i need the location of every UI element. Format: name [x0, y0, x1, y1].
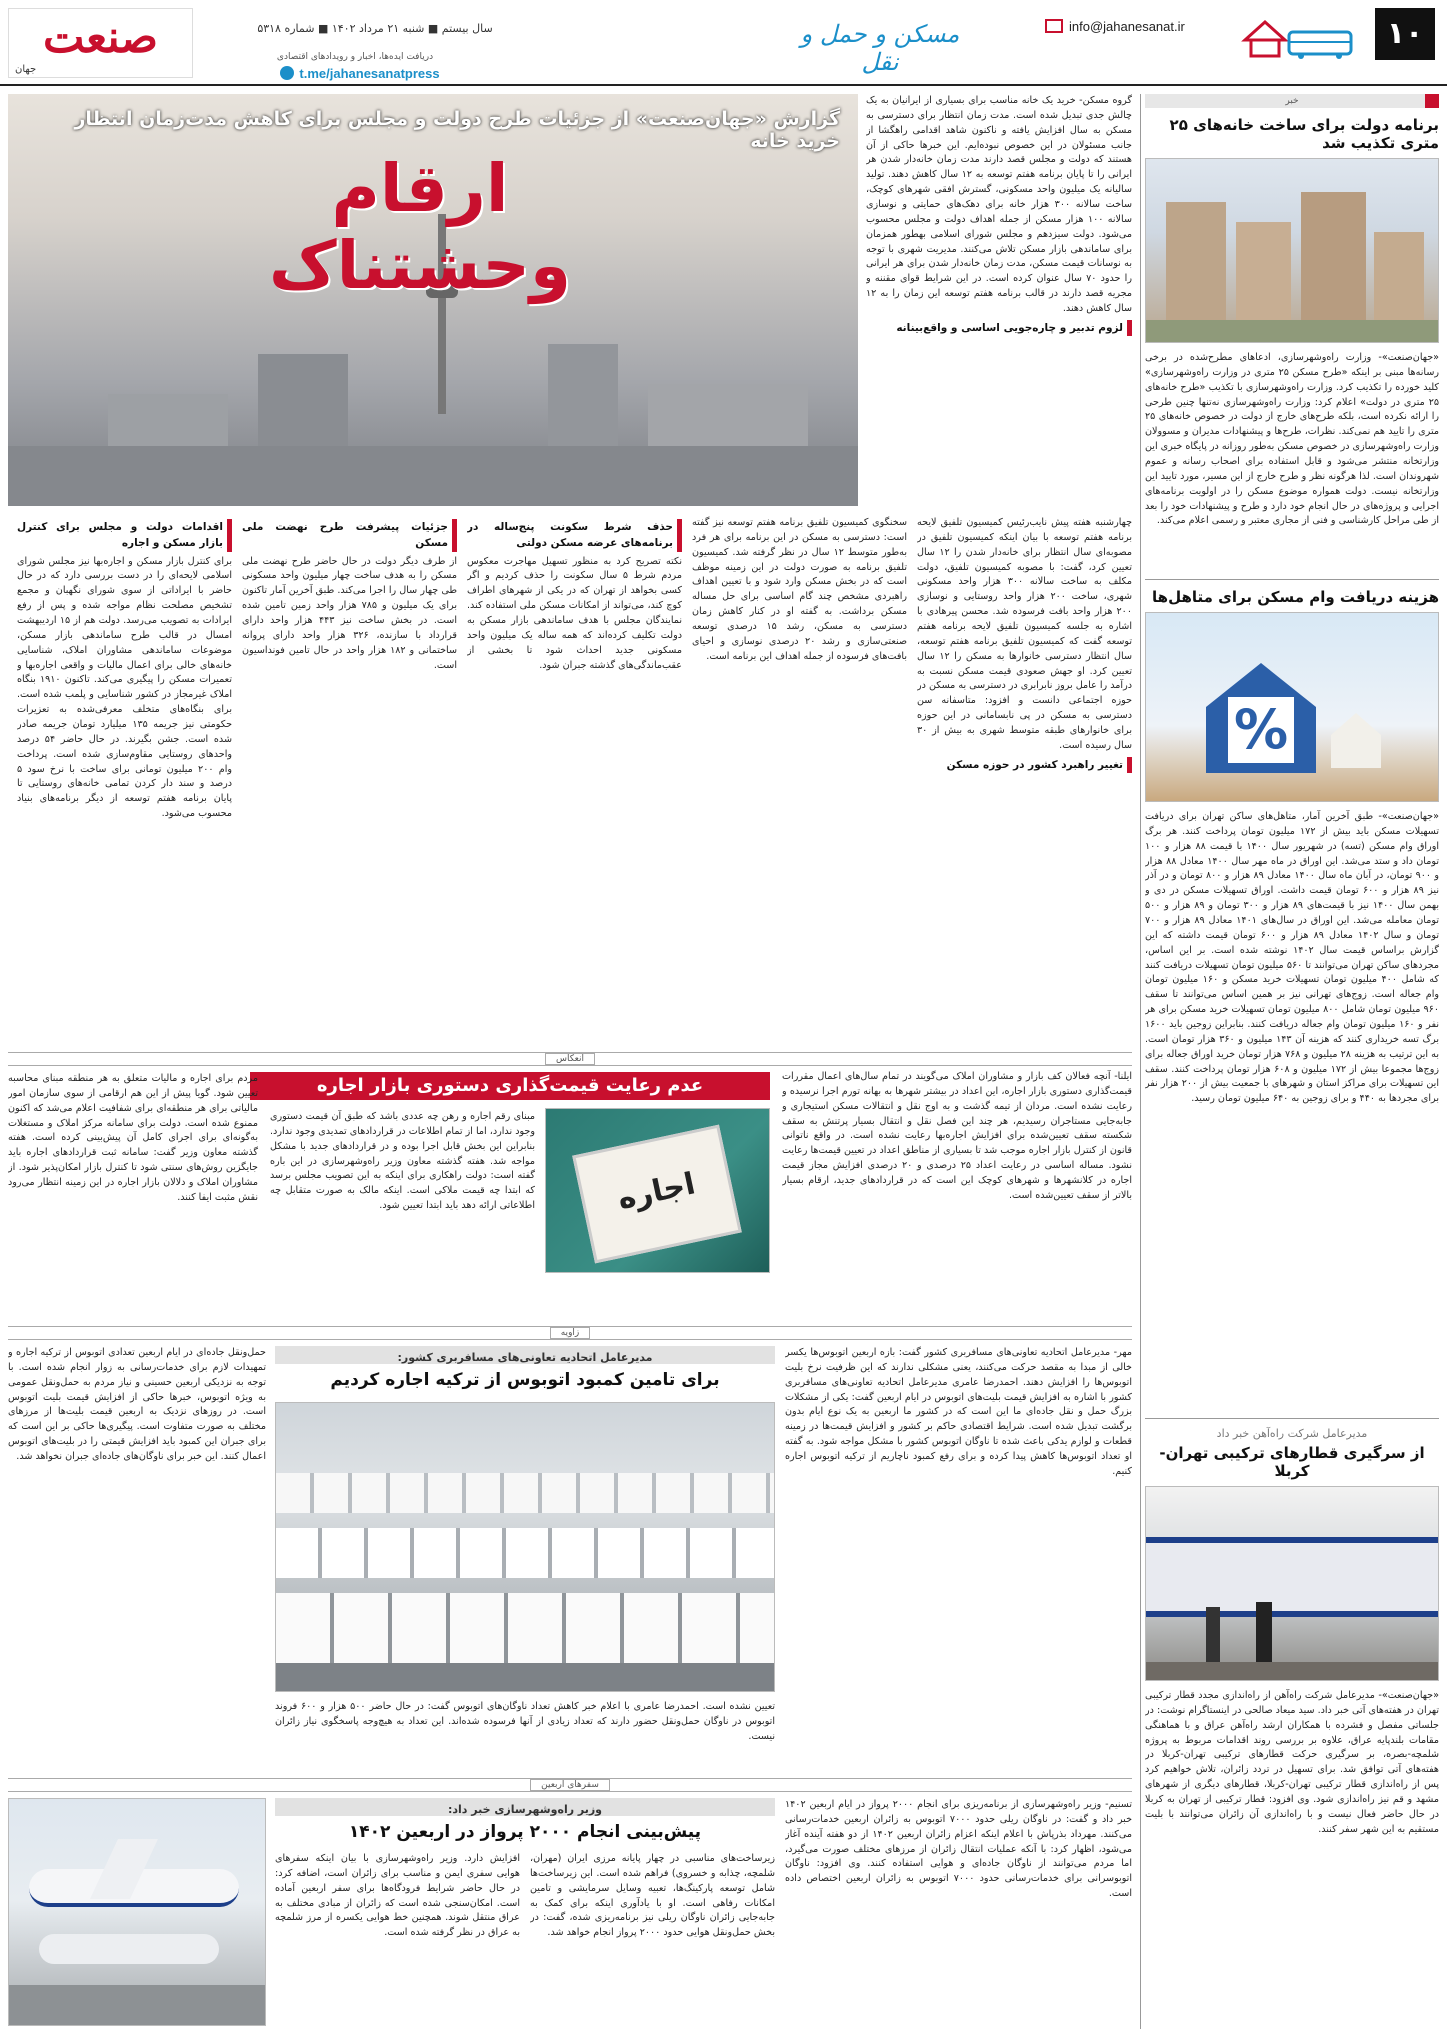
lead-subhead-5: اقدامات دولت و مجلس برای کنترل بازار مسکن و اجاره — [17, 519, 232, 552]
rent-photo — [545, 1108, 770, 1273]
air-body-mid: زیرساخت‌های مناسبی در چهار پایانه مرزی ایران (مهران، شلمچه، چذابه و خسروی) فراهم شده است. این زیرساخت‌ها شامل توسعه پارکینگ‌ها، تعبیه وسایل سرمایشی و تامین امکانات رفاهی است. او با یادآوری اینکه برای کمک به جابه‌جایی زائران ناوگان ریلی نیز برنامه‌ریزی شده، گفت: در بخش حمل‌ونقل هوایی حدود ۲۰۰۰ پرواز انجام خواهد شد. — [530, 1853, 775, 1939]
lead-title: ارقام وحشتناک — [269, 150, 571, 304]
logo-text: صنعت — [42, 12, 159, 63]
story3-photo — [1145, 1486, 1439, 1681]
story1-title: برنامه دولت برای ساخت خانه‌های ۲۵ متری تکذیب شد — [1169, 116, 1439, 152]
story1-body: «جهان‌صنعت»- وزارت راه‌وشهرسازی، ادعاهای مطرح‌شده در برخی رسانه‌ها مبنی بر اینکه «طرح مسکن ۲۵ متری در وزارت راه‌وشهرسازی» کلید خورده را تکذیب کرد. وزارت راه‌وشهرسازی با تکذیب «طرح خانه‌های ۲۵ متری در دولت» اعلام کرد: وزارت راه‌وشهرسازی نه‌تنها چنین طرحی را ارائه نکرده است، بلکه طرح‌های خارج از دولت در خصوص خانه‌های ۲۵ متری را تایید هم نمی‌کند. نظرات، طرح‌ها و پیشنهادات مدیران و مسوولان وزارت راه‌وشهرسازی در خصوص مسکن به‌طور روزانه در پایگاه خبری این وزارتخانه منتشر می‌شود و قابل استفاده برای اصحاب رسانه و عموم شهروندان است. لذا هرگونه نظر و طرح خارج از این مسیر، مورد تایید این وزارتخانه نیست. دولت همواره موضوع مسکن را در اولویت برنامه‌های اجرایی و پروژه‌های در حال انجام خود دارد و طرح و پیشنهادات خود را بعد از طی مراحل کارشناسی و فنی از مجاری معتبر و رسمی اعلام می‌کند. — [1145, 352, 1439, 527]
page-number: ۱۰ — [1375, 8, 1435, 60]
lead-kicker: گزارش «جهان‌صنعت» از جزئیات طرح دولت و مجلس برای کاهش مدت‌زمان انتظار خرید خانه — [74, 108, 840, 152]
telegram-link[interactable]: t.me/jahanesanatpress — [299, 65, 440, 81]
lead-intro: گروه مسکن- خرید یک خانه مناسب برای بسیاری از ایرانیان به یک چالش جدی تبدیل شده است. مدت زمان انتظار برای دسترسی به مسکن به سال افزایش یافته و ناکنون شاهد اقدامی راهگشا از جانب مسئولان در این خصوص نبوده‌ایم. این خبرها حاکی از آن هستند که دولت و مجلس قصد دارند مدت زمان خانه‌دار شدن هر ایرانی را تا پایان برنامه هفتم توسعه به ۱۲ سال کاهش دهند. تولید سالیانه یک میلیون واحد مسکونی، گسترش افقی شهرهای کوچک، ساخت سالانه ۳۰۰ هزار خانه برای دهک‌های حمایتی و نوسازی سالانه ۱۰۰ هزار مسکن از جمله اهداف دولت و مجلس محسوب می‌شود. دولت سیزدهم و مجلس شورای اسلامی بهطور همزمان برای ساماندهی بازار مسکن تلاش می‌کنند. مدیریت شهری با توجه به نوسانات قیمت مسکن، مدت زمان خانه‌دار شدن برای هر ایرانی را حدود ۷۰ سال عنوان کرده است. در این شرایط قوای مقننه و مجریه قصد دارند در قالب برنامه هفتم توسعه این زمان را به ۱۲ سال کاهش دهند. — [866, 95, 1132, 315]
rent-title: عدم رعایت قیمت‌گذاری دستوری بازار اجاره — [250, 1072, 770, 1100]
air-tag: سفرهای اربعین — [530, 1779, 610, 1791]
lead-col-4: جزئیات پیشرفت طرح نهضت ملی مسکن از طرف دیگر دولت در حال حاضر طرح نهضت ملی مسکن را به هدف ساخت چهار میلیون واحد مسکونی طی چهار سال را اجرا می‌کند. طبق آخرین آمار تاکنون برای یک میلیون و ۷۸۵ هزار واحد زمین تامین شده است. در بخش ساخت نیز ۴۴۳ هزار واحد دارای قرارداد با سازنده، ۳۲۶ هزار واحد دارای پروانه ساختمانی و ۱۸۲ هزار واحد در حال تامین فونداسیون است. — [242, 521, 457, 671]
air-photo — [8, 1798, 266, 2026]
story2-photo — [1145, 612, 1439, 802]
rent-photo-card — [572, 1125, 742, 1264]
sidebar — [1145, 94, 1439, 2024]
email-icon — [1045, 19, 1063, 33]
lead-columns — [8, 516, 1132, 1046]
rent-tag: انعکاس — [545, 1053, 595, 1065]
telegram-icon — [280, 66, 294, 80]
news-tag-marker — [1425, 94, 1439, 108]
email-row[interactable] — [1045, 14, 1235, 38]
story3-title: از سرگیری قطارهای ترکیبی تهران- کربلا — [1159, 1444, 1425, 1480]
story1-photo — [1145, 158, 1439, 343]
air-kicker-bar — [275, 1798, 775, 1816]
house-bus-icon — [1237, 10, 1357, 60]
bus-kicker-bar — [275, 1346, 775, 1364]
rent-body-left: مردم برای اجاره و مالیات متعلق به هر منطقه مبنای محاسبه تعیین شود. گویا پیش از این هم ارقامی از سوی سازمان امور مالیاتی برای هر منطقه‌ای برای شفافیت اعلام می‌شد که اکنون ممنوع شده است. دولت برای سامانه مرکز املاک و مستغلات به‌گونه‌ای برای اجرای کامل آن پیش‌بینی کرده است. هفته گذشته معاون وزیر گفت: سامانه ثبت قراردادهای اجاره باید جایگزین روش‌های سنتی شود تا کنترل بازار امکان‌پذیر شود. از مشاوران املاک و دلالان بازار اجاره در این زمینه انتظار می‌رود نقش مثبت ایفا کنند. — [8, 1073, 258, 1203]
section-title: مسکن و حمل و نقل — [800, 20, 960, 76]
air-title: پیش‌بینی انجام ۲۰۰۰ پرواز در اربعین ۱۴۰۲ — [348, 1822, 702, 1842]
lead-col-2: سخنگوی کمیسیون تلفیق برنامه هفتم توسعه نیز گفته است: دسترسی به مسکن در این برنامه برای هر فرد به‌طور متوسط ۱۲ سال در نظر گرفته شد. کمیسیون تلفیق برنامه به صورت دولت در این زمینه موظف است که در بخش مسکن وارد شود و با تعیین اهداف راهبردی مشخص چند گام اساسی برای حل مساله مسکن برداشت. به گفته او در کنار کاهش زمان دسترسی به مسکن، رشد ۱۵ درصدی توسعه صنعتی‌سازی و رشد ۲۰ درصدی نوسازی و احیای بافت‌های فرسوده از جمله اهداف این برنامه است. — [692, 517, 907, 662]
air-tag-bar — [8, 1778, 1132, 1792]
rent-body-right: ایلنا- آنچه فعالان کف بازار و مشاوران املاک می‌گویند در تمام سال‌های اعمال مقررات قیمت‌گذاری دستوری بازار اجاره، این اعداد در بیشتر شهرها به بهانه تورم اجرا نرسیده و رعایت نشده است. مردان از تیمه گذشت و به اوج نقل و انتقالات مسکن استیجاری و جابه‌جایی مستاجران رسیدیم، هر چند این فصل نقل و انتقال بسیار پرتنش به سقف شکسته سقف تعیین‌شده برای افزایش اجاره‌بها رعایت نشده است. در واقع ناتوانی قانون از کنترل بازار اجاره موجب شد تا بسیاری از مناطق اعداد در تعیین قیمت‌ها رعایت نشود. مساله اساسی در رعایت اعداد ۲۵ درصدی و ۲۰ درصدی افزایش مجاز قیمت اجاره در کلانشهرها و شهرهای کوچک این است که در قراردادهای جدید، ارقام بسیار بالاتر از سقف تعیین‌شده است. — [782, 1071, 1132, 1201]
lead-col-3: حذف شرط سکونت پنج‌ساله در برنامه‌های عرضه مسکن دولتی نکته تصریح کرد به منظور تسهیل مهاجرت معکوس مردم شرط ۵ سال سکونت را حذف کردیم و اگر کسی بخواهد از تهران که در یکی از شهرهای اطراف کوچ کند، می‌تواند از امکانات مسکن ملی استفاده کند. نمایندگان مجلس با هدف ساماندهی بازار مسکن به دولت تکلیف کرده‌اند که همه ساله یک میلیون واحد مسکونی جدید احداث شود تا بخشی از عقب‌ماندگی‌های گذشته جبران شود. — [467, 521, 682, 671]
air-body-right: تسنیم- وزیر راه‌وشهرسازی از برنامه‌ریزی برای انجام ۲۰۰۰ پرواز در ایام اربعین ۱۴۰۲ خبر داد و گفت: در ناوگان ریلی حدود ۷۰۰۰ اتوبوس به زائران اربعین خدمات‌رسانی می‌کنند. مهرداد بذرپاش با اعلام اینکه اعزام زائران اربعین ۱۴۰۲ از دو هفته آینده آغاز می‌شود، اظهار کرد: با آنکه عملیات انتقال زائران از مرزهای مختلف صورت می‌گیرد، اما مردم می‌توانند از ناوگان جاده‌ای و هوایی استفاده کنند. وی افزود: ناوگان اتوبوسرانی برای خدمات‌رسانی حدود ۷۰۰۰ اتوبوس به زائران اربعین اختصاص داده است. — [785, 1799, 1132, 1900]
rent-body-mid: مبنای رقم اجاره و رهن چه عددی باشد که طبق آن قیمت دستوری وجود ندارد، اما از تمام اطلاعات در قراردادهای تمدیدی وجود ندارد. بنابراین این بخش قابل اجرا بوده و در قراردادهای جدید با مشکل مواجه شد. هفته گذشته معاون وزیر راه‌وشهرسازی در این باره گفته است: دولت راهکاری برای اینکه به این تصویب مجلس برسد که ابتدا چه قیمت ملاکی است. اینکه مالک به صورت متقابل چه اطلاعاتی ارائه دهد باید ابتدا تعیین شود. — [270, 1111, 535, 1212]
news-tag: خبر — [1145, 94, 1439, 108]
rent-tag-bar — [8, 1052, 1132, 1066]
lead-body-right — [866, 94, 1132, 514]
story2-title: هزینه دریافت وام مسکن برای متاهل‌ها — [1152, 588, 1439, 606]
masthead-logo — [8, 8, 193, 78]
bus-body-right: مهر- مدیرعامل اتحادیه تعاونی‌های مسافربری کشور گفت: بازه اربعین اتوبوس‌ها یکسر خالی از مبدا به مقصد حرکت می‌کنند، یعنی مشکلی ندارند که این ظرفیت نرخ بلیت اتوبوس‌ها را افزایش دهند. احمدرضا عامری مدیرعامل اتحادیه تعاونی‌های مسافربری کشور با اشاره به افزایش قیمت بلیت‌های اتوبوس در ایام اربعین گفت: یکی از مشکلات بزرگ حمل و نقل جاده‌ای ما این است که در کشور ما اربعین به یک نوع ایام بدون برگشت تبدیل شده است. شرایط اقتصادی حاکم بر کشور و افزایش قیمت‌ها در زمینه قطعات و لوازم یدکی باعث شده تا ناوگان اتوبوس کشور با مشکل مواجه شود. به گفته او تعداد اتوبوس‌ها کاهش پیدا کرده و برای رفع کمبود ناچاریم از ترکیه اتوبوس اجاره کنیم. — [785, 1347, 1132, 1477]
air-body-left: افزایش دارد. وزیر راه‌وشهرسازی با بیان اینکه سفرهای هوایی سفری ایمن و مناسب برای زائران است، اضافه کرد: در حال حاضر شرایط فرودگاه‌ها برای سفر اربعین آماده است. امکان‌سنجی شده است که زائران از مبادی مختلف به عراق منتقل شوند. همچنین خط هوایی یکسره از مرز شلمچه به عراق در نظر گرفته شده است. — [275, 1853, 520, 1939]
bus-body-mid: تعیین نشده است. احمدرضا عامری با اعلام خبر کاهش تعداد ناوگان‌های اتوبوس گفت: در حال حاضر ۵۰۰ هزار و ۶۰۰ فروند اتوبوس در ناوگان حمل‌ونقل حضور دارند که تعداد زیادی از آنها فرسوده شده‌اند. این تعداد به هیچ‌وجه پاسخگوی نیاز زائران نیست. — [275, 1701, 775, 1742]
email-address[interactable]: info@jahanesanat.ir — [1069, 18, 1185, 34]
bus-body-left: حمل‌ونقل جاده‌ای در ایام اربعین تعدادی اتوبوس از ترکیه اجاره و تمهیدات لازم برای خدمات‌رسانی به زوار انجام شده است. با توجه به نزدیکی اربعین حسینی و نیاز مردم به حمل‌ونقل عمومی به ویژه اتوبوس، خبرها حاکی از افزایش قیمت بلیت اتوبوس است. در روزهای نزدیک به اربعین قیمت بلیت‌ها از مرزهای مختلف به صورت متفاوت است. پیگیری‌ها حاکی بر این است که برای جبران این کمبود باید افزایش قیمتی را در بلیت‌های اتوبوس اعمال کنند. این خبر برای ناوگان‌های جاده‌ای جبران نخواهد شد. — [8, 1347, 266, 1463]
story2-body: «جهان‌صنعت»- طبق آخرین آمار، متاهل‌های ساکن تهران برای دریافت تسهیلات مسکن باید بیش از ۱۷۲ میلیون تومان پرداخت کنند. هر برگ اوراق وام مسکن (تسه) در شهریور سال ۱۴۰۰ با قیمت ۸۸ هزار و ۱۰۰ تومان داد و ستد می‌شد. این اوراق در ماه مهر سال ۱۴۰۰ معادل ۸۸ هزار و ۹۰۰ تومان، در آبان ماه سال ۱۴۰۰ معادل ۸۹ هزار و ۸۰۰ تومان و در آذر نیز ۸۹ هزار و ۶۰۰ تومان قیمت داشت. اوراق تسهیلات مسکن در دی و بهمن سال ۱۴۰۰ نیز با قیمت‌های ۸۹ هزار و ۳۰۰ تومان و ۸۹ هزار و ۵۰۰ تومان معامله می‌شد. این اوراق در سال‌های ۱۴۰۱ معادل ۸۹ هزار و ۷۰۰ تومان و سال ۱۴۰۲ معادل ۸۹ هزار و ۶۰۰ تومان قیمت داشته که این گزارش براساس قیمت سال ۱۴۰۲ نوشته شده است. بر این اساس، مجردهای ساکن تهران می‌توانند تا ۵۶۰ میلیون تومان تسهیلات دریافت کنند که شامل ۴۰۰ میلیون تومان تسهیلات خرید مسکن و ۱۶۰ میلیون تومان وام جعاله است. زوج‌های تهرانی نیز بر همین اساس می‌توانند تا سقف ۹۶۰ میلیون تومان شامل ۸۰۰ میلیون تومان تسهیلات خرید مسکن برای هر نفر و ۱۶۰ میلیون تومان وام جعاله دریافت کنند. بنابراین زوجین باید ۱۶۰۰ برگ تسه خریداری کنند که هزینه آن ۱۴۳ میلیون و ۳۶۰ هزار تومان است. به این ترتیب به هزینه ۲۸ میلیون و ۷۶۸ هزار تومان خرید اوراق جعاله برای زوج‌ها مجموعا بیش از ۱۷۲ میلیون و ۶۰۸ هزار تومان پرداخت کنند. سقف این تسهیلات برای مراکز استان و شهرهای با جمعیت بیش از ۲۰۰ هزار نفر برای مجردها به ۴۴۰ و برای زوجین به ۶۴۰ میلیون تومان رسید. — [1145, 811, 1439, 1105]
air-kicker: وزیر راه‌وشهرسازی خبر داد: — [447, 1803, 603, 1816]
lead-col-5: اقدامات دولت و مجلس برای کنترل بازار مسکن و اجاره برای کنترل بازار مسکن و اجاره‌بها نیز مجلس شورای اسلامی لایحه‌ای را در دست بررسی دارد که در حال حاضر با ایراداتی از سوی شورای نگهبان و مجمع تشخیص مصلحت نظام مواجه شده و پس از رفع ایرادات به تصویب می‌رسد. دولت هم از ۱۵ اردیبهشت امسال در قالب طرح ساماندهی بازار مسکن، موضوعات ساماندهی مشاوران املاک، شناسایی خانه‌های خالی برای اعمال مالیات و واقعی اجاره‌بها و تعمیرات مسکن را پیگیری می‌کند. تاکنون ۱۹۱۰ بنگاه املاک غیرمجاز در کشور شناسایی و پلمب شده است. برای بنگاه‌های متخلف معرفی‌شده به تعزیرات حکومتی نیز جریمه ۱۳۵ میلیارد تومان جریمه صادر شده است. جشن بگیرند. در حال حاضر ۵۴ درصد واحدهای روستایی مقاوم‌سازی شده است. پرداخت وام ۲۰۰ میلیون تومانی برای ساخت با نرخ سود ۵ درصد و سند دار کردن تمامی خانه‌های روستایی تا پایان برنامه هفتم توسعه از دیگر برنامه‌های بنیاد محسوب می‌شود. — [17, 521, 232, 820]
rent-photo-label: اجاره — [614, 1166, 699, 1217]
percent-icon: % — [1228, 697, 1294, 763]
issue-info: سال بیستم ■ شنبه ۲۱ مرداد ۱۴۰۲ ■ شماره ۵۳۱۸ — [257, 22, 493, 35]
lead-subhead-4: جزئیات پیشرفت طرح نهضت ملی مسکن — [242, 519, 457, 552]
lead-col-1: چهارشنبه هفته پیش نایب‌رئیس کمیسیون تلفیق لایحه برنامه هفتم توسعه با بیان اینکه کمیسیون تلفیق در مصوبه‌ای سال انتظار برای خانه‌دار شدن را ۱۲ سال تعیین کرد، گفت: با مصوبه کمیسیون تلفیق، دولت مکلف به ساخت سالانه ۳۰۰ هزار واحد مسکونی شهری، ساخت ۲۰۰ هزار واحد روستایی و نوسازی ۲۰۰ هزار واحد بافت فرسوده شد. محسن پیرهادی با اشاره به جلسه کمیسیون تلفیق لایحه برنامه هفتم توسعه گفت که کمیسیون تلفیق برنامه هفتم توسعه، سال انتظار دسترسی خانوارها به مسکن را ۱۲ سال تعیین کرد. او جهش صعودی قیمت مسکن نسبت به درآمد را عامل بروز نابرابری در دسترسی به مسکن در حوزه اجتماعی دانست و افزود: متاسفانه سن دسترسی به مسکن در پی نابسامانی در این حوزه برای خانوارهای طبقه متوسط شهری به بیش از ۳۰ سال رسیده است. تغییر راهبرد کشور در حوزه مسکن — [917, 516, 1132, 1046]
bus-title: برای تامین کمبود اتوبوس از ترکیه اجاره کردیم — [330, 1370, 720, 1390]
story3-kicker: مدیرعامل شرکت راه‌آهن خبر داد — [1216, 1427, 1368, 1440]
bus-kicker: مدیرعامل اتحادیه تعاونی‌های مسافربری کشور: — [397, 1351, 653, 1364]
bus-tag: زاویه — [550, 1327, 591, 1339]
page-header — [0, 0, 1447, 86]
lead-subhead-1: لزوم تدبیر و چاره‌جویی اساسی و واقع‌بینانه — [866, 320, 1132, 336]
story3-body: «جهان‌صنعت»- مدیرعامل شرکت راه‌آهن از راه‌اندازی مجدد قطار ترکیبی تهران در هفته‌های آتی خبر داد. سید میعاد صالحی در اینستاگرام نوشت: در جلساتی مفصل و فشرده با همکاران ارشد راه‌آهن عراق و با هماهنگی مقامات بلندپایه عراق، علاوه بر بررسی روند اقدامات مربوط به پروژه شلمچه-بصره، بر سرگیری حرکت قطارهای ترکیبی تهران-کربلا در هفته‌های آتی توافق شد. برای تسهیل در تردد زائران، تلاش خواهیم کرد پس از راه‌اندازی قطار ترکیبی تهران-کربلا، قطارهای دیگری از شهرهای مشهد و قم نیز راه‌اندازی شود. وی افزود: قطار ترکیبی از تهران به کربلا در حال حاضر فعال نیست و با راه‌اندازی آن زائران می‌توانند با بلیت مستقیم به این شهر سفر کنند. — [1145, 1690, 1439, 1835]
telegram-text: دریافت ایده‌ها، اخبار و رویدادهای اقتصادی — [276, 52, 434, 62]
bus-tag-bar — [8, 1326, 1132, 1340]
logo-sub: جهان — [15, 64, 37, 75]
bus-photo — [275, 1402, 775, 1692]
telegram-row[interactable] — [230, 64, 490, 82]
lead-subhead-3: حذف شرط سکونت پنج‌ساله در برنامه‌های عرضه مسکن دولتی — [467, 519, 682, 552]
lead-subhead-2: تغییر راهبرد کشور در حوزه مسکن — [917, 757, 1132, 773]
